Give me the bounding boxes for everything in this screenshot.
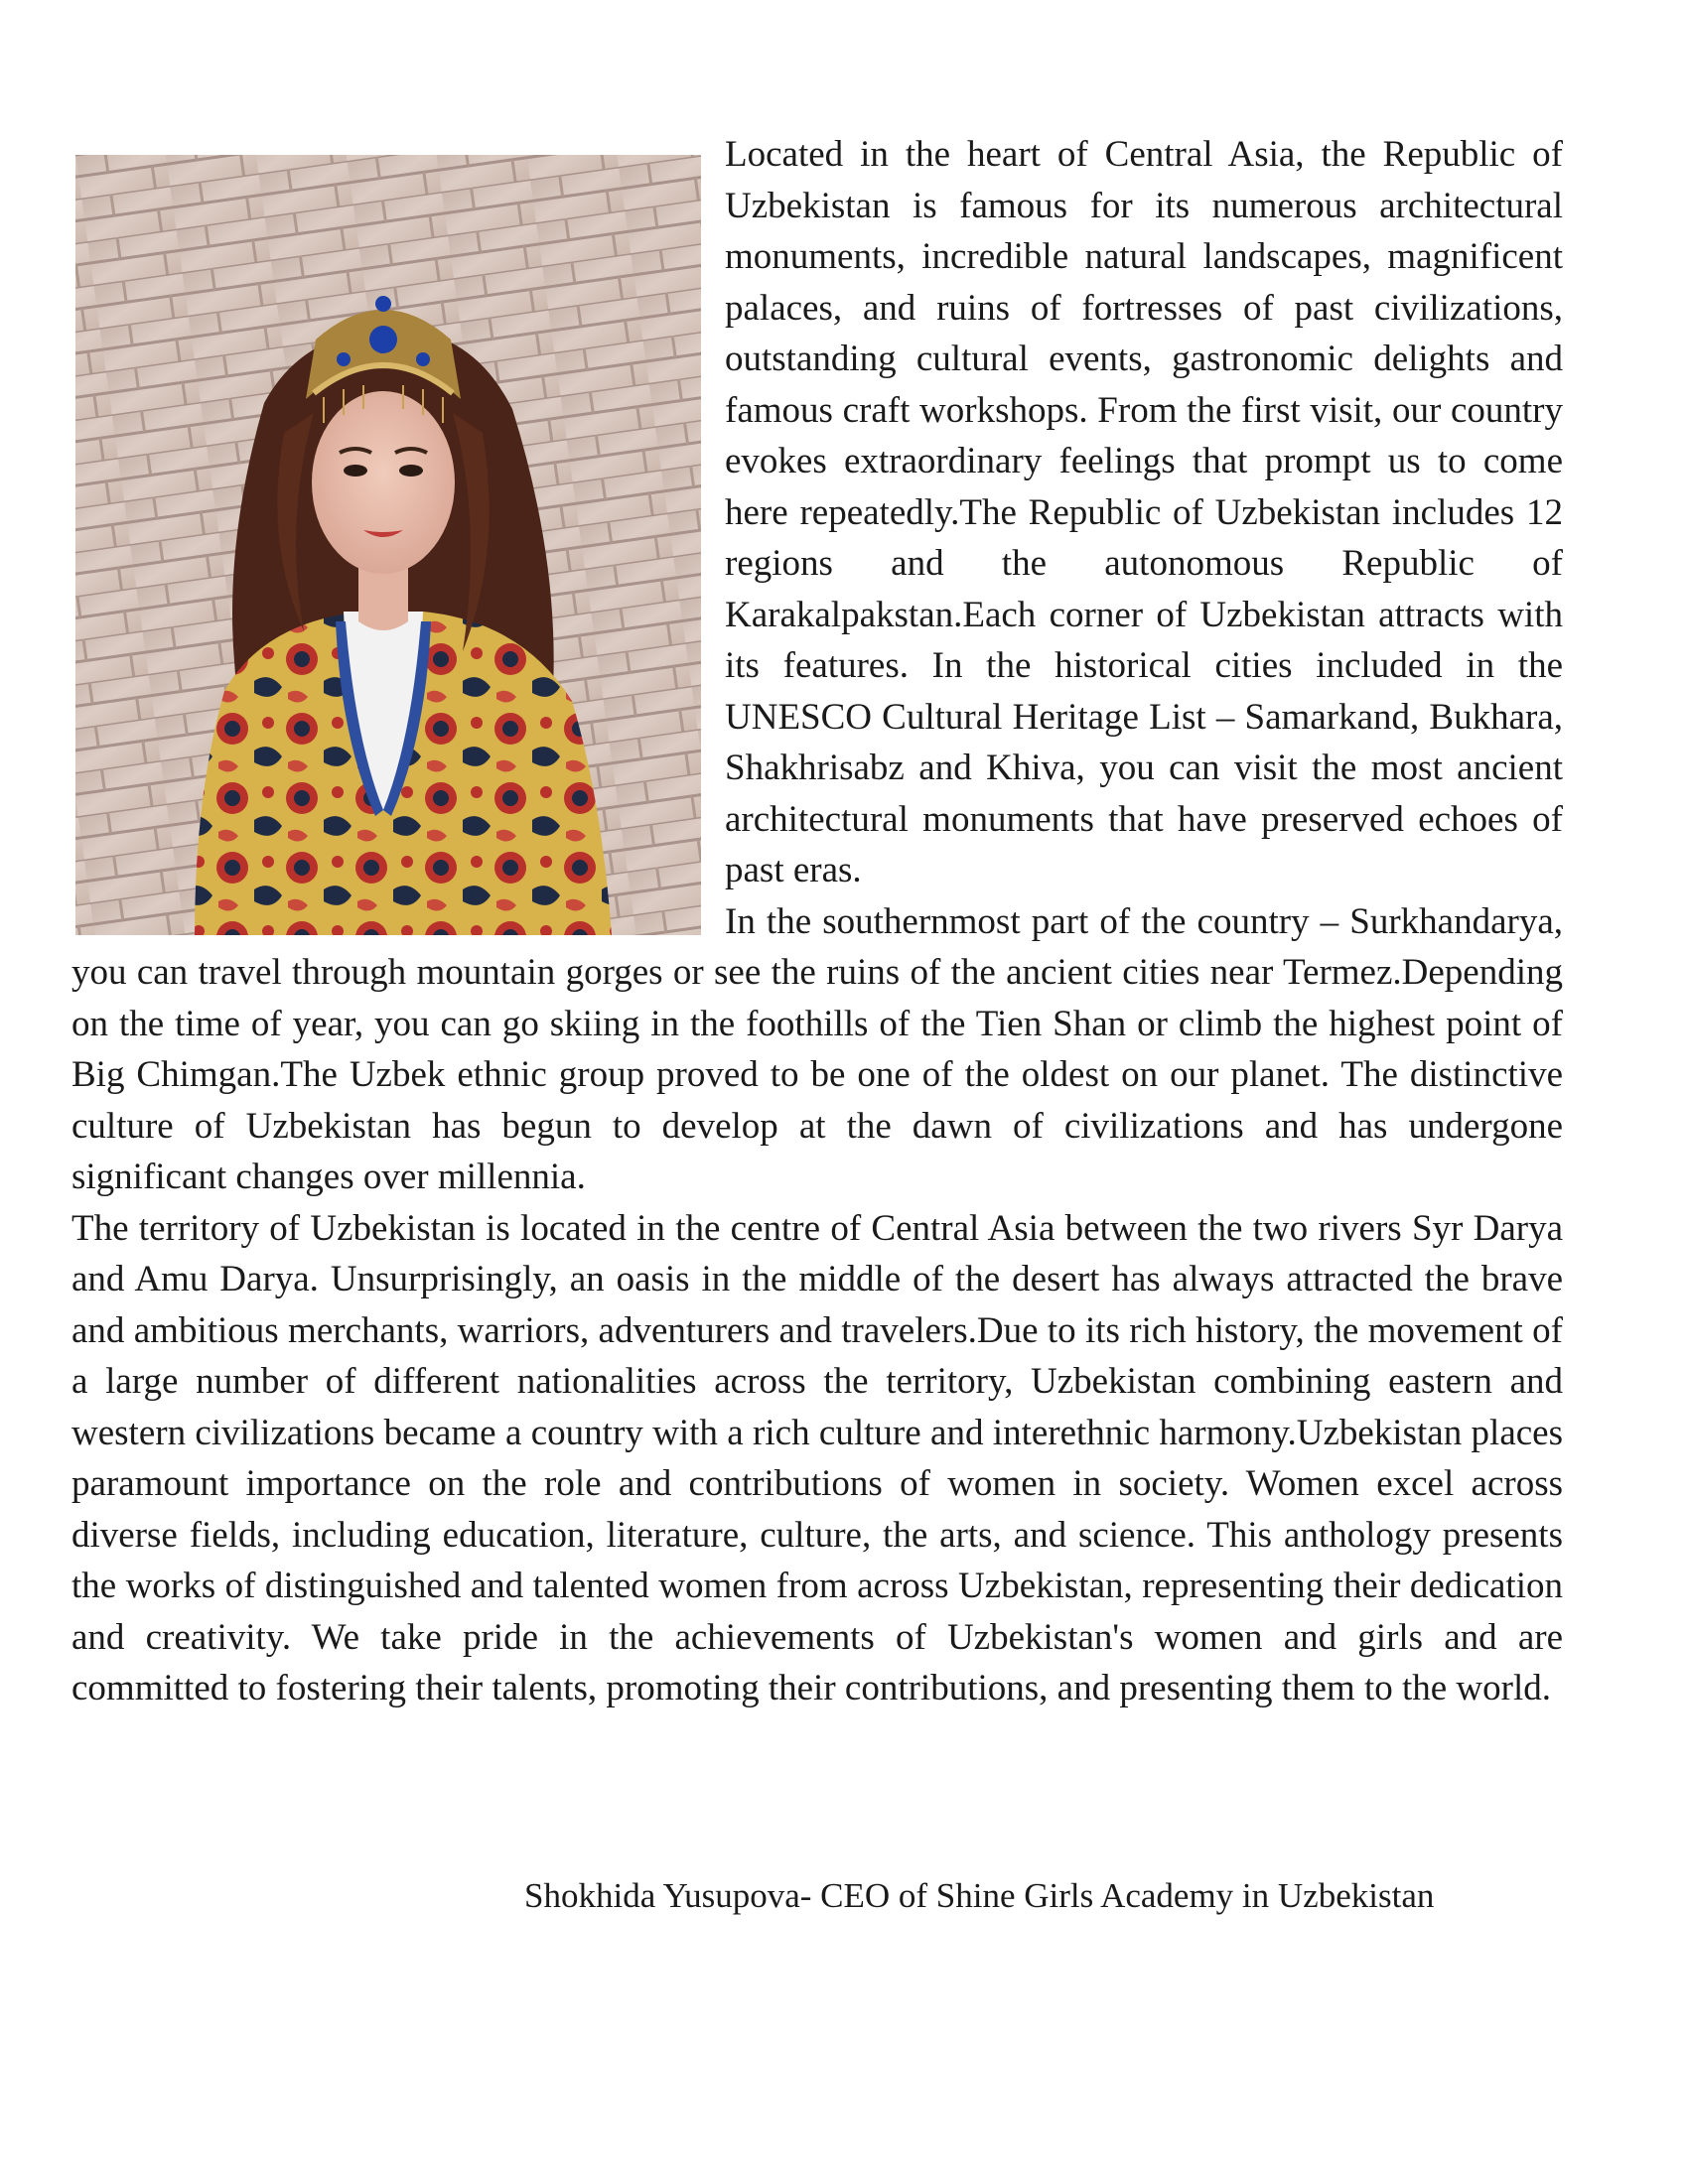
portrait-photo	[75, 155, 701, 935]
surkhandarya-paragraph: In the southernmost part of the country – Surkhandarya, you can travel through mountain gorges or see the ruins of the ancient cities near Termez.Depending on the time of year, you can go skiing in the foothills of the Tien Shan or climb the highest point of Big Chimgan.The Uzbek ethnic group proved to be one of the oldest on our planet. The distinctive culture of Uzbekistan has begun to develop at the dawn of civilizations and has undergone significant changes over millennia.	[71, 900, 1563, 1197]
author-signature: Shokhida Yusupova- CEO of Shine Girls Academy in Uzbekistan	[524, 1876, 1435, 1915]
intro-paragraph: Located in the heart of Central Asia, the Republic of Uzbekistan is famous for its numerous architectural monuments, incredible natural landscapes, magnificent palaces, and ruins of fortresses of past civilizations, outstanding cultural events, gastronomic delights and famous craft workshops. From the first visit, our country evokes extraordinary feelings that prompt us to come here repeatedly.The Republic of Uzbekistan includes 12 regions and the autonomous Republic of Karakalpakstan.Each corner of Uzbekistan attracts with its features. In the historical cities included in the UNESCO Cultural Heritage List – Samarkand, Bukhara, Shakhrisabz and Khiva, you can visit the most ancient architectural monuments that have preserved echoes of past eras.	[725, 134, 1563, 890]
document-page	[71, 129, 1563, 1714]
territory-paragraph: The territory of Uzbekistan is located in the centre of Central Asia between the two rivers Syr Darya and Amu Darya. Unsurprisingly, an oasis in the middle of the desert has always attracted the brave and ambitious merchants, warriors, adventurers and travelers.Due to its rich history, the movement of a large number of different nationalities across the territory, Uzbekistan combining eastern and western civilizations became a country with a rich culture and interethnic harmony.Uzbekistan places paramount importance on the role and contributions of women in society. Women excel across diverse fields, including education, literature, culture, the arts, and science. This anthology presents the works of distinguished and talented women from across Uzbekistan, representing their dedication and creativity. We take pride in the achievements of Uzbekistan's women and girls and are committed to fostering their talents, promoting their contributions, and presenting them to the world.	[71, 1207, 1563, 1708]
portrait-photo-icon	[75, 155, 701, 935]
